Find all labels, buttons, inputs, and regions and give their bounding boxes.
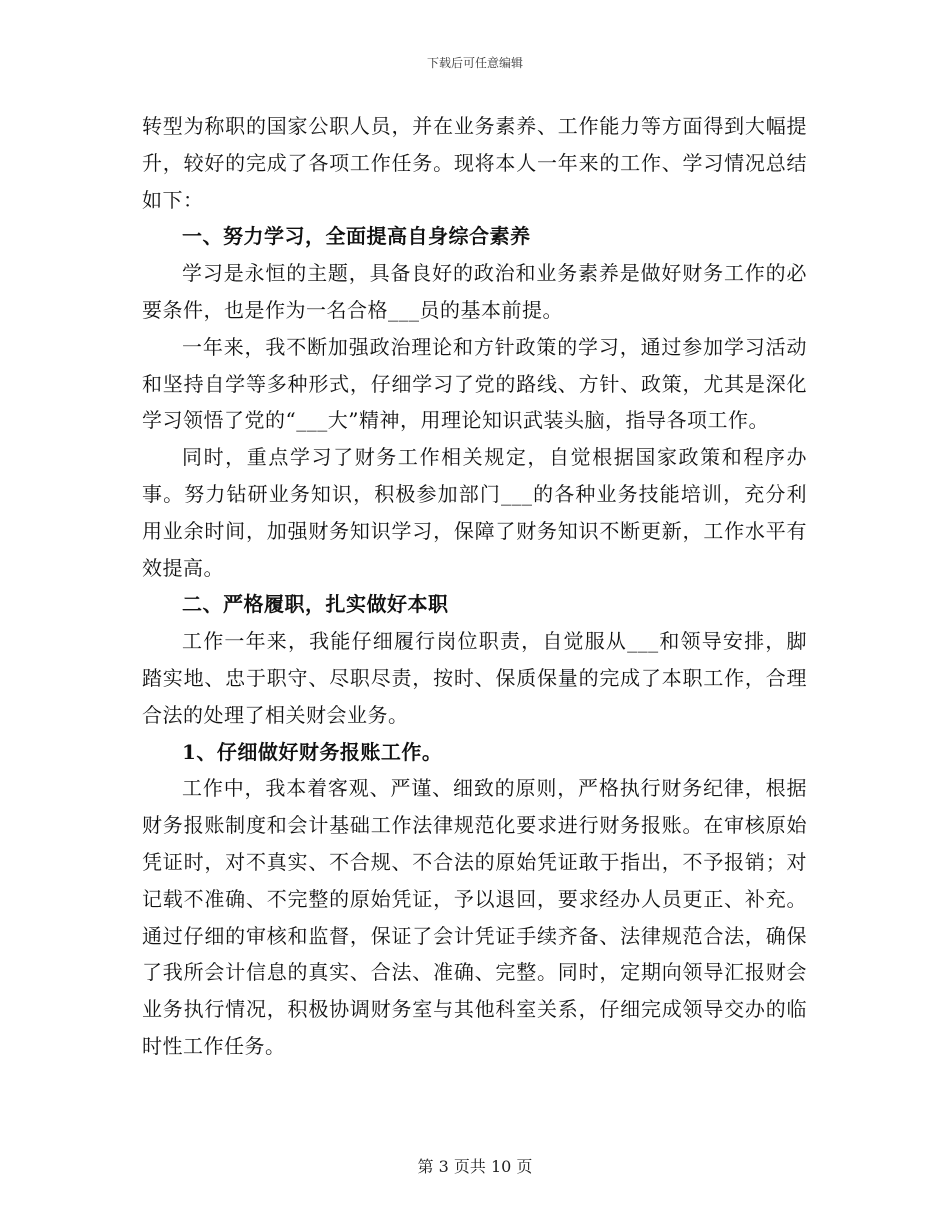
paragraph: 工作一年来，我能仔细履行岗位职责，自觉服从___和领导安排，脚踏实地、忠于职守、尽职尽责，按时、保质保量的完成了本职工作，合理合法的处理了相关财会业务。	[142, 629, 807, 727]
page-number: 第 3 页共 10 页	[417, 1157, 533, 1176]
paragraph: 转型为称职的国家公职人员，并在业务素养、工作能力等方面得到大幅提升，较好的完成了各项工作任务。现将本人一年来的工作、学习情况总结如下：	[142, 114, 807, 212]
paragraph: 工作中，我本着客观、严谨、细致的原则，严格执行财务纪律，根据财务报账制度和会计基础工作法律规范化要求进行财务报账。在审核原始凭证时，对不真实、不合规、不合法的原始凭证敢于指出，不予报销；对记载不准确、不完整的原始凭证，予以退回，要求经办人员更正、补充。通过仔细的审核和监督，保证了会计凭证手续齐备、法律规范合法，确保了我所会计信息的真实、合法、准确、完整。同时，定期向领导汇报财会业务执行情况，积极协调财务室与其他科室关系，仔细完成领导交办的临时性工作任务。	[142, 776, 807, 1058]
subsection-heading: 1、仔细做好财务报账工作。	[182, 739, 443, 764]
section-heading: 一、努力学习，全面提高自身综合素养	[182, 224, 531, 249]
page-header: 下载后可任意编辑	[426, 56, 523, 70]
document-body	[142, 108, 807, 1065]
paragraph: 一年来，我不断加强政治理论和方针政策的学习，通过参加学习活动和坚持自学等多种形式，仔细学习了党的路线、方针、政策，尤其是深化学习领悟了党的“___大”精神，用理论知识武装头脑，指导各项工作。	[142, 334, 807, 433]
section-heading: 二、严格履职，扎实做好本职	[182, 592, 449, 617]
paragraph: 同时，重点学习了财务工作相关规定，自觉根据国家政策和程序办事。努力钻研业务知识，积极参加部门___的各种业务技能培训，充分利用业余时间，加强财务知识学习，保障了财务知识不断更新，工作水平有效提高。	[142, 445, 807, 580]
paragraph: 学习是永恒的主题，具备良好的政治和业务素养是做好财务工作的必要条件，也是作为一名合格___员的基本前提。	[142, 261, 807, 322]
